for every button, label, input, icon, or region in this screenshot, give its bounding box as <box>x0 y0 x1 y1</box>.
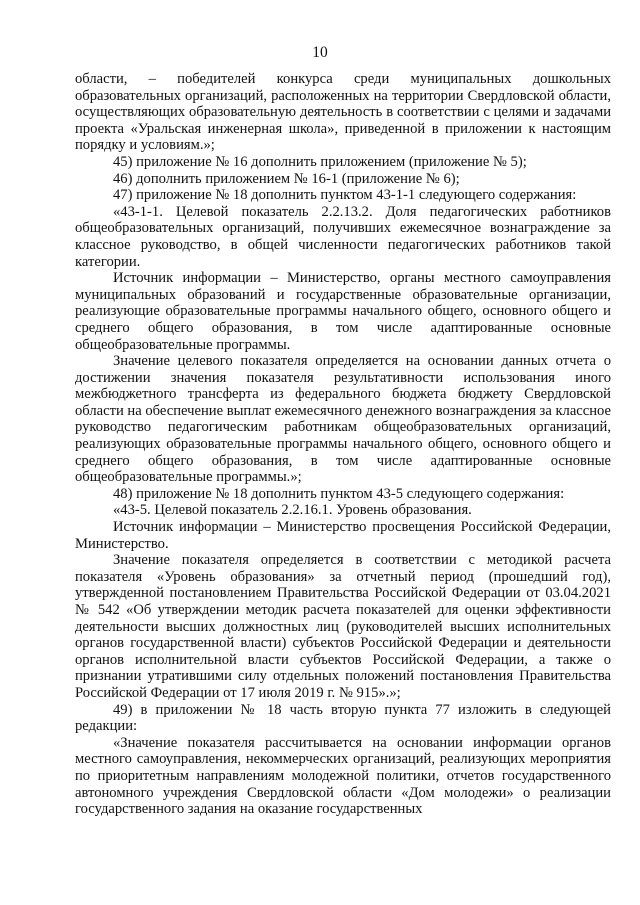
paragraph-item-45: 45) приложение № 16 дополнить приложением (приложение № 5); <box>113 153 527 170</box>
paragraph-value-methodology: Значение показателя определяется в соответствии с методикой расчета показателя «Уровень образования» за отчетный период (прошедший год), утвержденной постановлением Правительства Российской Федерации от 03.04.2021 № 542 «Об утверждении методик расчета показателей для оценки эффективности деятельности высших должностных лиц (руководителей высших исполнительных органов государственной власти) субъектов Российской Федерации и деятельности органов исполнительной власти субъектов Российской Федерации, а также о признании утратившими силу отдельных положений постановления Правительства Российской Федерации от 17 июля 2019 г. № 915».»; <box>75 552 611 701</box>
paragraph-source-info-2: Источник информации – Министерство просвещения Российской Федерации, Министерство. <box>75 519 611 552</box>
paragraph-value-determination: Значение целевого показателя определяется на основании данных отчета о достижении значения показателя результативности использования иного межбюджетного трансферта из федерального бюджета бюджету Свердловской области на обеспечение выплат ежемесячного денежного вознаграждения за классное руководство педагогическим работникам общеобразовательных организаций, реализующих образовательные программы начального общего, основного общего и среднего общего образования, в том числе адаптированные основные общеобразовательные программы.»; <box>75 353 612 486</box>
paragraph-indicator-43-1-1: «43-1-1. Целевой показатель 2.2.13.2. Доля педагогических работников общеобразовательных организаций, получивших ежемесячное вознаграждение за классное руководство, в общей численности педагогических работников такой категории. <box>75 203 611 270</box>
paragraph-continuation: области, – победителей конкурса среди муниципальных дошкольных образовательных организаций, расположенных на территории Свердловской области, осуществляющих образовательную деятельность в соответствии с целями и задачами проекта «Уральская инженерная школа», приведенной в приложении к настоящим порядку и условиям.»; <box>75 71 611 154</box>
paragraph-item-49: 49) в приложении № 18 часть вторую пункта 77 изложить в следующей редакции: <box>75 701 611 735</box>
paragraph-quote-value: «Значение показателя рассчитывается на основании информации органов местного самоуправления, некоммерческих организаций, реализующих мероприятия по приоритетным направлениям молодежной политики, отчетов государственного автономного учреждения Свердловской области «Дом молодежи» о реализации государственного задания на оказание государственных <box>75 734 611 818</box>
paragraph-source-info: Источник информации – Министерство, органы местного самоуправления муниципальных образований и государственные образовательные организации, реализующие образовательные программы начального общего, основного общего и среднего общего образования, в том числе адаптированные основные общеобразовательные программы. <box>75 270 611 353</box>
paragraph-item-47: 47) приложение № 18 дополнить пунктом 43-1-1 следующего содержания: <box>113 187 577 204</box>
paragraph-item-46: 46) дополнить приложением № 16-1 (приложение № 6); <box>113 170 460 187</box>
paragraph-item-48: 48) приложение № 18 дополнить пунктом 43-5 следующего содержания: <box>113 485 565 502</box>
document-body <box>75 71 611 818</box>
page-number: 10 <box>312 44 328 61</box>
paragraph-indicator-43-5: «43-5. Целевой показатель 2.2.16.1. Уровень образования. <box>113 502 472 519</box>
